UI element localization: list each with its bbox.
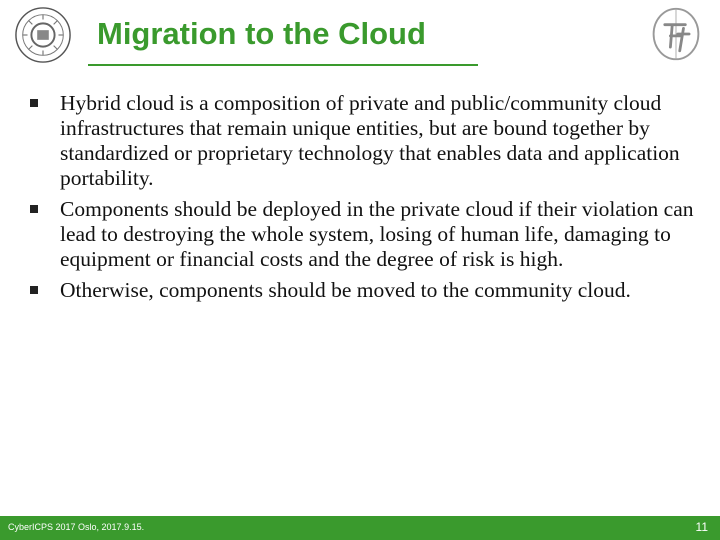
page-number: 11 — [695, 520, 708, 534]
bullet-text: Components should be deployed in the private cloud if their violation can lead to destroying the whole system, losing of human life, damaging to equipment or financial costs and the degree of risk is high. — [60, 197, 694, 271]
bullet-list — [30, 91, 705, 309]
title-underline — [88, 64, 478, 66]
bullet-item — [30, 91, 705, 191]
bullet-text: Otherwise, components should be moved to the community cloud. — [60, 278, 631, 302]
footer-text: CyberICPS 2017 Oslo, 2017.9.15. — [8, 522, 145, 532]
university-seal-icon — [14, 6, 72, 64]
footer-bar — [0, 516, 720, 540]
page-title: Migration to the Cloud — [97, 16, 426, 51]
bullet-marker-icon — [30, 99, 38, 107]
bullet-item — [30, 197, 705, 272]
bullet-marker-icon — [30, 205, 38, 213]
bullet-item — [30, 278, 705, 303]
bullet-marker-icon — [30, 286, 38, 294]
faculty-monogram-icon — [648, 6, 704, 62]
bullet-text: Hybrid cloud is a composition of private and public/community cloud infrastructures that remain unique entities, but are bound together by standardized or proprietary technology that enables data and application portability. — [60, 91, 680, 190]
